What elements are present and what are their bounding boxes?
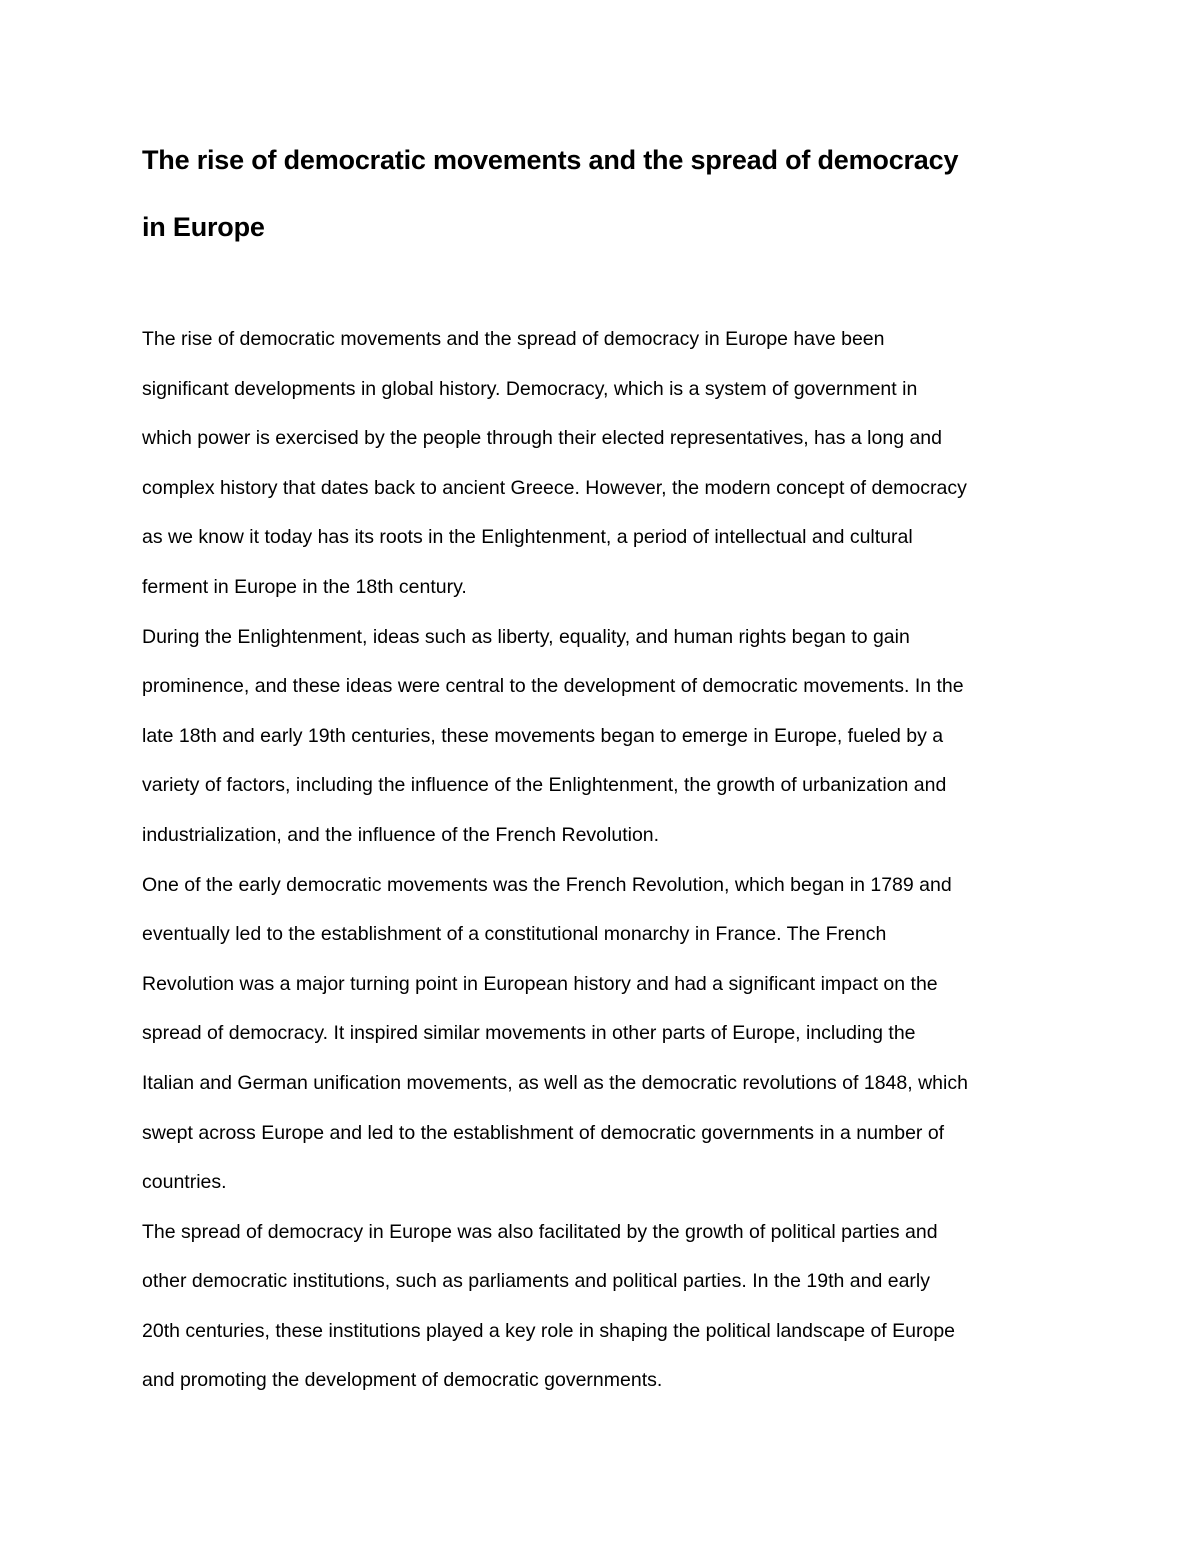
body-line: 20th centuries, these institutions played a key role in shaping the political landscape of Europe — [142, 1319, 956, 1342]
body-line: late 18th and early 19th centuries, these movements began to emerge in Europe, fueled by a — [142, 724, 944, 747]
body-line: countries. — [142, 1171, 227, 1194]
title-line: The rise of democratic movements and the spread of democracy — [142, 145, 959, 175]
body-line: and promoting the development of democratic governments. — [142, 1369, 663, 1392]
body-line: One of the early democratic movements was the French Revolution, which began in 1789 and — [142, 873, 952, 896]
title-line: in Europe — [142, 212, 265, 242]
body-line: The rise of democratic movements and the spread of democracy in Europe have been — [142, 328, 885, 350]
body-line: as we know it today has its roots in the Enlightenment, a period of intellectual and cultural — [142, 526, 913, 549]
body-line: significant developments in global history. Democracy, which is a system of government in — [142, 377, 918, 400]
body-line: Italian and German unification movements, as well as the democratic revolutions of 1848, which — [142, 1071, 968, 1094]
body-line: The spread of democracy in Europe was also facilitated by the growth of political parties and — [142, 1220, 938, 1243]
body-line: eventually led to the establishment of a constitutional monarchy in France. The French — [142, 923, 887, 946]
body-line: ferment in Europe in the 18th century. — [142, 575, 467, 598]
body-line: industrialization, and the influence of the French Revolution. — [142, 823, 660, 846]
body-line: other democratic institutions, such as parliaments and political parties. In the 19th and early — [142, 1270, 931, 1293]
body-line: swept across Europe and led to the establishment of democratic governments in a number of — [142, 1121, 945, 1144]
body-line: complex history that dates back to ancient Greece. However, the modern concept of democracy — [142, 476, 967, 499]
body-line: During the Enlightenment, ideas such as liberty, equality, and human rights began to gain — [142, 625, 910, 648]
body-line: Revolution was a major turning point in European history and had a significant impact on the — [142, 972, 938, 995]
body-line: spread of democracy. It inspired similar movements in other parts of Europe, including the — [142, 1022, 916, 1045]
body-line: prominence, and these ideas were central to the development of democratic movements. In the — [142, 675, 964, 698]
body-line: which power is exercised by the people through their elected representatives, has a long and — [142, 427, 942, 450]
document-title — [142, 127, 1082, 261]
document-body — [142, 315, 1082, 1406]
body-line: variety of factors, including the influence of the Enlightenment, the growth of urbanization and — [142, 774, 947, 797]
